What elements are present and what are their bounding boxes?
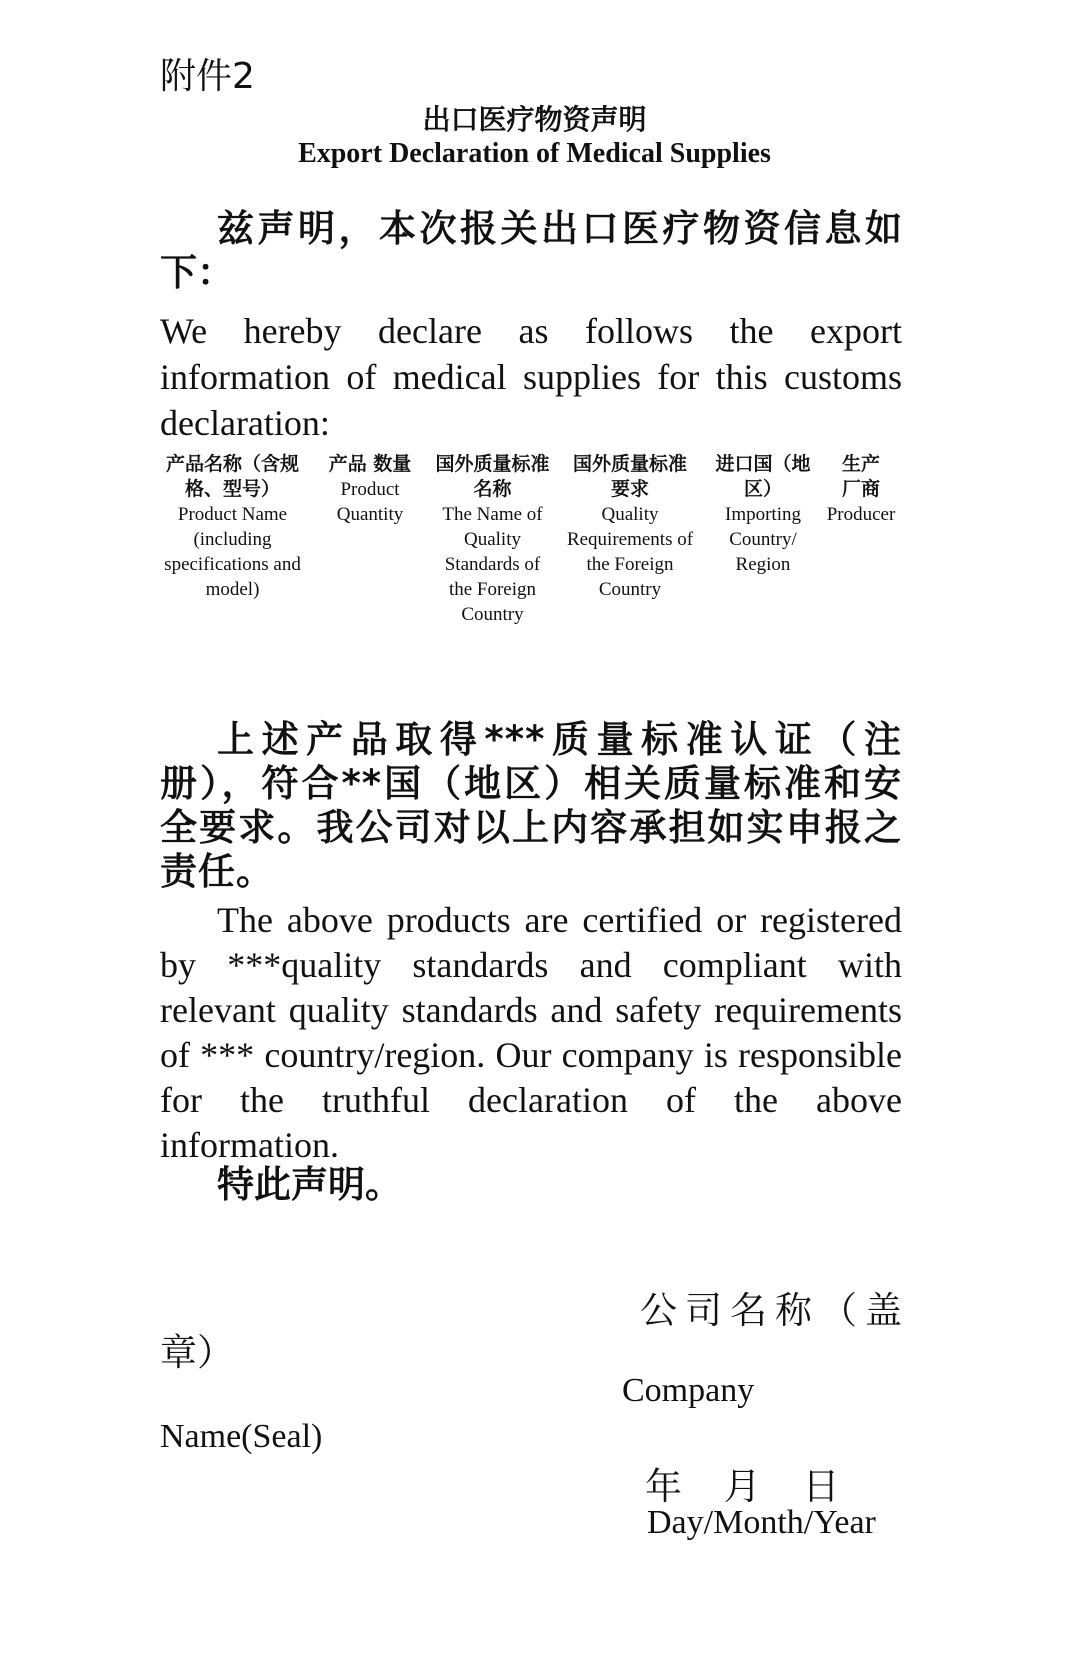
column-header-en: Importing Country/ Region <box>725 504 801 575</box>
title-english: Export Declaration of Medical Supplies <box>298 138 771 169</box>
table-column-standard-name <box>435 452 550 627</box>
column-header-cn: 国外质量标准名称 <box>435 453 550 500</box>
intro-english: We hereby declare as follows the export information of medical supplies for this customs declaration: <box>160 311 902 443</box>
column-header-cn: 国外质量标准要求 <box>572 453 687 500</box>
annex-label: 附件2 <box>160 56 255 97</box>
column-header-en: Product Name (including specifications and model) <box>164 504 301 600</box>
column-header-cn: 生产厂商 <box>841 453 880 500</box>
column-header-cn: 进口国（地区） <box>715 453 811 500</box>
column-header-en: Producer <box>826 504 896 525</box>
intro-chinese: 兹声明，本次报关出口医疗物资信息如下： <box>160 207 902 294</box>
company-name-cn: 公司名称（盖 <box>640 1289 910 1332</box>
column-header-en: The Name of Quality Standards of the Foreign Country <box>442 504 543 625</box>
table-column-standard-requirements <box>565 452 695 602</box>
table-column-product-name <box>160 452 305 602</box>
certification-chinese: 上述产品取得***质量标准认证（注册），符合**国（地区）相关质量标准和安全要求。我公司对以上内容承担如实申报之责任。 <box>160 718 902 893</box>
column-header-cn: 产品名称（含规格、型号） <box>165 453 299 500</box>
table-column-importing-country <box>708 452 818 577</box>
table-column-quantity <box>320 452 420 527</box>
column-header-en: Product Quantity <box>336 479 404 525</box>
column-header-cn: 产品 数量 <box>328 453 412 475</box>
table-column-producer <box>820 452 902 527</box>
title-chinese: 出口医疗物资声明 <box>422 103 647 136</box>
company-seal-cn: 章） <box>160 1331 234 1374</box>
column-header-en: Quality Requirements of the Foreign Country <box>566 504 694 600</box>
date-label-cn: 年 月 日 <box>645 1465 840 1508</box>
date-label-en: Day/Month/Year <box>647 1504 876 1541</box>
certification-english: The above products are certified or registered by ***quality standards and compliant with relevant quality standards and safety requirements of *** country/region. Our company is responsible for the truthful declaration of the above information. <box>160 900 902 1165</box>
name-seal-label: Name(Seal) <box>160 1418 323 1455</box>
hereby-declare: 特此声明。 <box>217 1163 402 1206</box>
company-label-en: Company <box>622 1372 755 1409</box>
